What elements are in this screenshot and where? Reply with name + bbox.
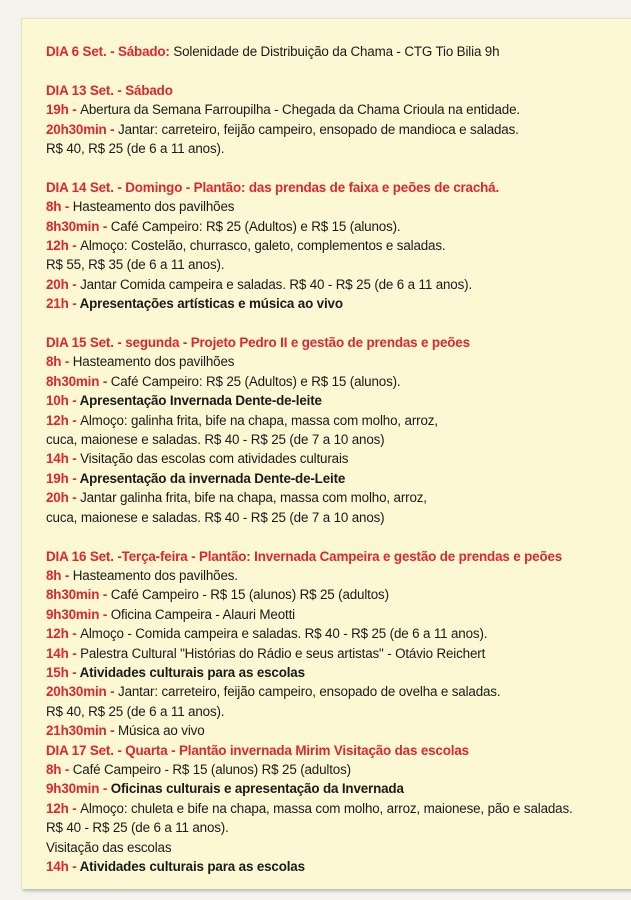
highlight-text: 20h30min -	[46, 121, 119, 137]
body-text: Apresentação da invernada Dente-de-Leite	[79, 470, 346, 486]
schedule-line	[46, 644, 626, 663]
schedule-line	[46, 372, 626, 391]
schedule-line	[46, 81, 626, 100]
schedule-line	[46, 197, 626, 216]
schedule-line	[46, 139, 626, 158]
schedule-line	[46, 488, 626, 507]
body-text: R$ 40, R$ 25 (de 6 a 11 anos).	[46, 703, 225, 719]
schedule-line	[46, 120, 626, 139]
schedule-line	[46, 508, 626, 527]
highlight-text: DIA 6 Set. - Sábado:	[46, 44, 174, 59]
highlight-text: DIA 17 Set. - Quarta - Plantão invernada Mirim Visitação das escolas	[46, 742, 469, 758]
schedule-line	[46, 217, 626, 236]
schedule-line	[46, 741, 626, 760]
highlight-text: 9h30min -	[46, 606, 111, 622]
schedule-day-block	[46, 42, 626, 61]
body-text: Café Campeiro - R$ 15 (alunos) R$ 25 (adultos)	[72, 761, 351, 777]
schedule-line	[46, 721, 626, 740]
body-text: Música ao vivo	[118, 723, 205, 739]
schedule-line	[46, 352, 626, 371]
schedule-line	[46, 449, 626, 468]
body-text: Oficina Campeira - Alauri Meotti	[110, 606, 295, 622]
schedule-line	[46, 663, 626, 682]
schedule-line	[46, 682, 626, 701]
body-text: Hasteamento dos pavilhões.	[72, 567, 238, 583]
highlight-text: 14h -	[46, 859, 80, 874]
schedule-line	[46, 779, 626, 798]
schedule-line	[46, 430, 626, 449]
body-text: R$ 40 - R$ 25 (de 6 a 11 anos).	[46, 820, 229, 836]
schedule-line	[46, 818, 626, 837]
schedule-content	[46, 42, 626, 876]
schedule-day-block	[46, 178, 626, 314]
schedule-line	[46, 294, 626, 313]
schedule-line	[46, 566, 626, 585]
schedule-line	[46, 585, 626, 604]
highlight-text: 20h -	[46, 276, 81, 292]
highlight-text: 21h30min -	[46, 723, 119, 739]
highlight-text: 8h30min -	[46, 373, 111, 389]
block-spacer	[46, 314, 626, 333]
body-text: Almoço: Costelão, churrasco, galeto, complementos e saladas.	[80, 238, 446, 254]
highlight-text: 12h -	[46, 800, 81, 816]
schedule-line	[46, 857, 626, 876]
highlight-text: 8h30min -	[46, 587, 111, 603]
highlight-text: 8h30min -	[46, 218, 111, 234]
highlight-text: 8h -	[46, 567, 73, 583]
body-text: Abertura da Semana Farroupilha - Chegada da Chama Crioula na entidade.	[80, 102, 520, 118]
schedule-line	[46, 838, 626, 857]
body-text: Atividades culturais para as escolas	[79, 664, 305, 680]
body-text: Café Campeiro: R$ 25 (Adultos) e R$ 15 (alunos).	[110, 218, 401, 234]
body-text: Almoço: chuleta e bife na chapa, massa com molho, arroz, maionese, pão e saladas.	[80, 800, 573, 816]
block-spacer	[46, 527, 626, 546]
body-text: Oficinas culturais e apresentação da Invernada	[110, 781, 404, 797]
block-spacer	[46, 61, 626, 80]
highlight-text: 21h -	[46, 296, 80, 312]
body-text: Almoço: galinha frita, bife na chapa, massa com molho, arroz,	[80, 412, 438, 428]
body-text: Almoço - Comida campeira e saladas. R$ 40 - R$ 25 (de 6 a 11 anos).	[80, 626, 488, 642]
schedule-card	[21, 18, 631, 889]
highlight-text: DIA 14 Set. - Domingo - Plantão: das prendas de faixa e peões de crachá.	[46, 179, 500, 195]
highlight-text: 14h -	[46, 645, 81, 661]
body-text: Hasteamento dos pavilhões	[72, 354, 235, 370]
block-spacer	[46, 158, 626, 177]
body-text: R$ 55, R$ 35 (de 6 a 11 anos).	[46, 257, 225, 273]
schedule-line	[46, 760, 626, 779]
schedule-line	[46, 799, 626, 818]
schedule-line	[46, 469, 626, 488]
body-text: Visitação das escolas com atividades culturais	[80, 451, 349, 467]
highlight-text: DIA 15 Set. - segunda - Projeto Pedro II e gestão de prendas e peões	[46, 335, 470, 351]
schedule-line	[46, 391, 626, 410]
highlight-text: 19h -	[46, 470, 80, 486]
highlight-text: 8h -	[46, 199, 73, 215]
body-text: Café Campeiro: R$ 25 (Adultos) e R$ 15 (alunos).	[110, 373, 401, 389]
body-text: Apresentações artísticas e música ao vivo	[79, 296, 343, 312]
body-text: cuca, maionese e saladas. R$ 40 - R$ 25 (de 7 a 10 anos)	[46, 432, 385, 448]
highlight-text: 15h -	[46, 664, 80, 680]
body-text: Jantar: carreteiro, feijão campeiro, ensopado de ovelha e saladas.	[118, 684, 501, 700]
schedule-line	[46, 178, 626, 197]
highlight-text: 8h -	[46, 354, 73, 370]
body-text: Atividades culturais para as escolas	[79, 859, 305, 874]
schedule-line	[46, 702, 626, 721]
body-text: Apresentação Invernada Dente-de-leite	[79, 393, 322, 409]
schedule-line	[46, 42, 626, 61]
schedule-line	[46, 275, 626, 294]
schedule-day-block	[46, 547, 626, 877]
highlight-text: DIA 13 Set. - Sábado	[46, 82, 173, 98]
highlight-text: 10h -	[46, 393, 80, 409]
body-text: Palestra Cultural "Histórias do Rádio e seus artistas" - Otávio Reichert	[80, 645, 486, 661]
schedule-line	[46, 547, 626, 566]
schedule-line	[46, 624, 626, 643]
body-text: cuca, maionese e saladas. R$ 40 - R$ 25 (de 7 a 10 anos)	[46, 509, 385, 525]
body-text: Café Campeiro - R$ 15 (alunos) R$ 25 (adultos)	[110, 587, 389, 603]
highlight-text: 12h -	[46, 412, 81, 428]
highlight-text: 14h -	[46, 451, 81, 467]
body-text: Jantar galinha frita, bife na chapa, massa com molho, arroz,	[80, 490, 427, 506]
schedule-day-block	[46, 81, 626, 159]
schedule-line	[46, 236, 626, 255]
schedule-line	[46, 255, 626, 274]
highlight-text: DIA 16 Set. -Terça-feira - Plantão: Invernada Campeira e gestão de prendas e peões	[46, 548, 563, 564]
body-text: R$ 40, R$ 25 (de 6 a 11 anos).	[46, 141, 225, 157]
highlight-text: 19h -	[46, 102, 81, 118]
schedule-day-block	[46, 333, 626, 527]
schedule-line	[46, 411, 626, 430]
highlight-text: 20h30min -	[46, 684, 119, 700]
body-text: Solenidade de Distribuição da Chama - CTG Tio Bilia 9h	[173, 44, 500, 59]
highlight-text: 12h -	[46, 238, 81, 254]
schedule-line	[46, 333, 626, 352]
highlight-text: 20h -	[46, 490, 81, 506]
body-text: Visitação das escolas	[46, 839, 172, 855]
highlight-text: 8h -	[46, 761, 73, 777]
body-text: Hasteamento dos pavilhões	[72, 199, 235, 215]
schedule-line	[46, 100, 626, 119]
schedule-line	[46, 605, 626, 624]
body-text: Jantar: carreteiro, feijão campeiro, ensopado de mandioca e saladas.	[118, 121, 519, 137]
body-text: Jantar Comida campeira e saladas. R$ 40 - R$ 25 (de 6 a 11 anos).	[80, 276, 473, 292]
highlight-text: 12h -	[46, 626, 81, 642]
highlight-text: 9h30min -	[46, 781, 111, 797]
